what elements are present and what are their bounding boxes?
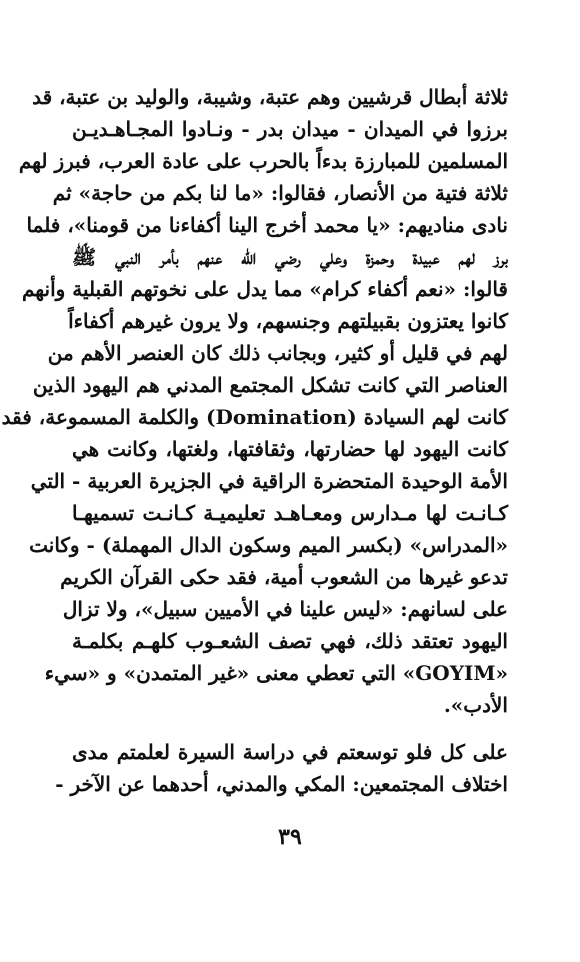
text-line: كـانـت لها مـدارس ومعـاهـد تعليميـة كـانـت تسميهـا	[72, 501, 508, 525]
text-line: «GOYIM» التي تعطي معنى «غير المتمدن» و «سيء	[44, 661, 508, 685]
text-line: قالوا: «نعم أكفاء كرام» مما يدل على نخوتهم القبلية وأنهم	[22, 277, 508, 301]
text-line: «المدراس» (بكسر الميم وسكون الدال المهملة) - وكانت	[29, 533, 508, 557]
page-number: ٣٩	[278, 824, 302, 850]
text-line: لهم في قليل أو كثير، وبجانب ذلك كان العنصر الأهم من	[47, 341, 508, 365]
text-line: تدعو غيرها من الشعوب أمية، فقد حكى القرآن الكريم	[60, 565, 508, 589]
text-line: برز لهم عبيدة وحمزة وعلي رضي الله عنهم بأمر النبي ﷺ	[72, 245, 508, 269]
text-line: كانت لهم السيادة (Domination) والكلمة المسموعة، فقد	[1, 405, 508, 429]
text-line: نادى مناديهم: «يا محمد أخرج الينا أكفاءنا من قومنا»، فلما	[26, 213, 508, 237]
text-line: اليهود تعتقد ذلك، فهي تصف الشعـوب كلهـم بكلمـة	[72, 629, 508, 653]
text-line: كانت اليهود لها حضارتها، وثقافتها، ولغتها، وكانت هي	[72, 437, 508, 461]
book-page	[1, 82, 508, 942]
text-line: على لسانهم: «ليس علينا في الأميين سبيل»، ولا تزال	[62, 597, 508, 621]
text-line: الأمة الوحيدة المتحضرة الراقية في الجزيرة العربية - التي	[30, 469, 508, 493]
text-line: ثلاثة أبطال قرشيين وهم عتبة، وشيبة، والوليد بن عتبة، قد	[32, 85, 508, 109]
text-line: المسلمين للمبارزة بدءاً بالحرب على عادة العرب، فبرز لهم	[18, 149, 508, 173]
text-line: برزوا في الميدان - ميدان بدر - ونـادوا المجـاهـديـن	[72, 117, 508, 141]
text-line: ثلاثة فتية من الأنصار، فقالوا: «ما لنا بكم من حاجة» ثم	[52, 181, 508, 205]
text-line: الأدب».	[443, 693, 508, 717]
text-line: العناصر التي كانت تشكل المجتمع المدني هم اليهود الذين	[32, 373, 508, 397]
text-line: اختلاف المجتمعين: المكي والمدني، أحدهما عن الآخر -	[55, 772, 508, 796]
text-line: كانوا يعتزون بقبيلتهم وجنسهم، ولا يرون غيرهم أكفاءاً	[68, 309, 508, 333]
text-line: على كل فلو توسعتم في دراسة السيرة لعلمتم مدى	[72, 740, 508, 764]
